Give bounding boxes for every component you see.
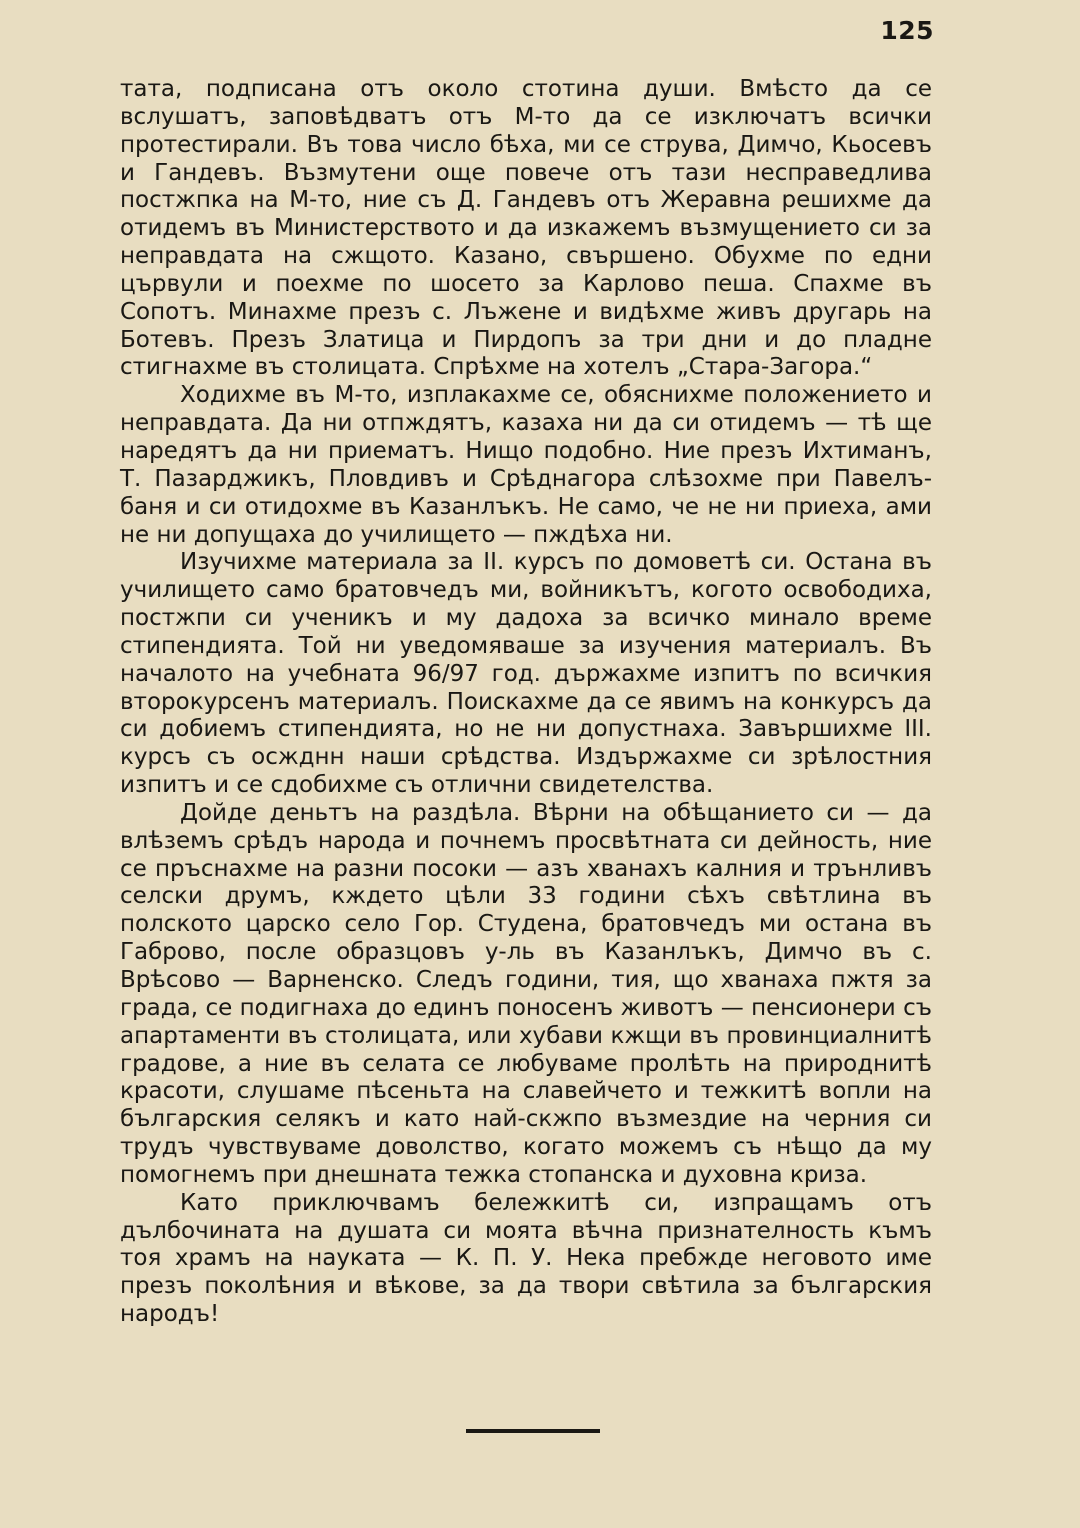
body-text <box>120 76 932 1329</box>
paragraph: Като приключвамъ бележкитѣ си, изпращамъ отъ дълбочината на душата си моята вѣчна признателность къмъ тоя храмъ на науката — К. П. У. Нека пребжде неговото име презъ поколѣния и вѣкове, за да твори свѣтила за българския народъ! <box>120 1189 932 1328</box>
paragraph: Изучихме материала за II. курсъ по домоветѣ си. Остана въ училището само братовчедъ ми, войникътъ, когото освободиха, постжпи си ученикъ и му дадоха за всичко минало време стипендията. Той ни уведомяваше за изучения материалъ. Въ началото на учебната 96/97 год. държахме изпитъ по всичкия второкурсенъ материалъ. Поискахме да се явимъ на конкурсъ да си добиемъ стипендията, но не ни допустнаха. Завършихме III. курсъ съ осжднн наши срѣдства. Издържахме си зрѣлостния изпитъ и се сдобихме съ отлични свидетелства. <box>120 549 932 799</box>
paragraph: тата, подписана отъ около стотина души. Вмѣсто да се вслушатъ, заповѣдватъ отъ М-то да се изключатъ всички протестирали. Въ това число бѣха, ми се струва, Димчо, Кьосевъ и Гандевъ. Възмутени още повече отъ тази несправедлива постжпка на М-то, ние съ Д. Гандевъ отъ Жеравна решихме да отидемъ въ Министерството и да изкажемъ възмущението си за неправдата на сжщото. Казано, свършено. Обухме по едни цървули и поехме по шосето за Карлово пеша. Спахме въ Сопотъ. Минахме презъ с. Лъжене и видѣхме живъ другарь на Ботевъ. Презъ Златица и Пирдопъ за три дни и до пладне стигнахме въ столицата. Спрѣхме на хотелъ „Стара-Загора.“ <box>120 76 932 381</box>
paragraph: Дойде деньтъ на раздѣла. Вѣрни на обѣщанието си — да влѣземъ срѣдъ народа и почнемъ просвѣтната си дейность, ние се пръснахме на разни посоки — азъ хванахъ калния и трънливъ селски друмъ, кждето цѣли 33 години сѣхъ свѣтлина въ полското царско село Гор. Студена, братовчедъ ми остана въ Габрово, после образцовъ у-ль въ Казанлъкъ, Димчо въ с. Врѣсово — Варненско. Следъ години, тия, що хванаха пжтя за града, се подигнаха до единъ поносенъ животъ — пенсионери съ апартаменти въ столицата, или хубави кжщи въ провинциалнитѣ градове, а ние въ селата се любуваме пролѣть на природнитѣ красоти, слушаме пѣсеньта на славейчето и тежкитѣ вопли на българския селякъ и като най-скжпо възмездие на черния си трудъ чувствуваме доволство, когато можемъ съ нѣщо да му помогнемъ при днешната тежка стопанска и духовна криза. <box>120 799 932 1188</box>
paragraph: Ходихме въ М-то, изплакахме се, обяснихме положението и неправдата. Да ни отпждятъ, казаха ни да си отидемъ — тѣ ще наредятъ да ни приематъ. Нищо подобно. Ние презъ Ихтиманъ, Т. Пазарджикъ, Пловдивъ и Срѣднагора слѣзохме при Павелъ-баня и си отидохме въ Казанлъкъ. Не само, че не ни приеха, ами не ни допущаха до училището — пждѣха ни. <box>120 382 932 548</box>
end-divider <box>466 1429 600 1433</box>
page-number: 125 <box>880 16 934 45</box>
